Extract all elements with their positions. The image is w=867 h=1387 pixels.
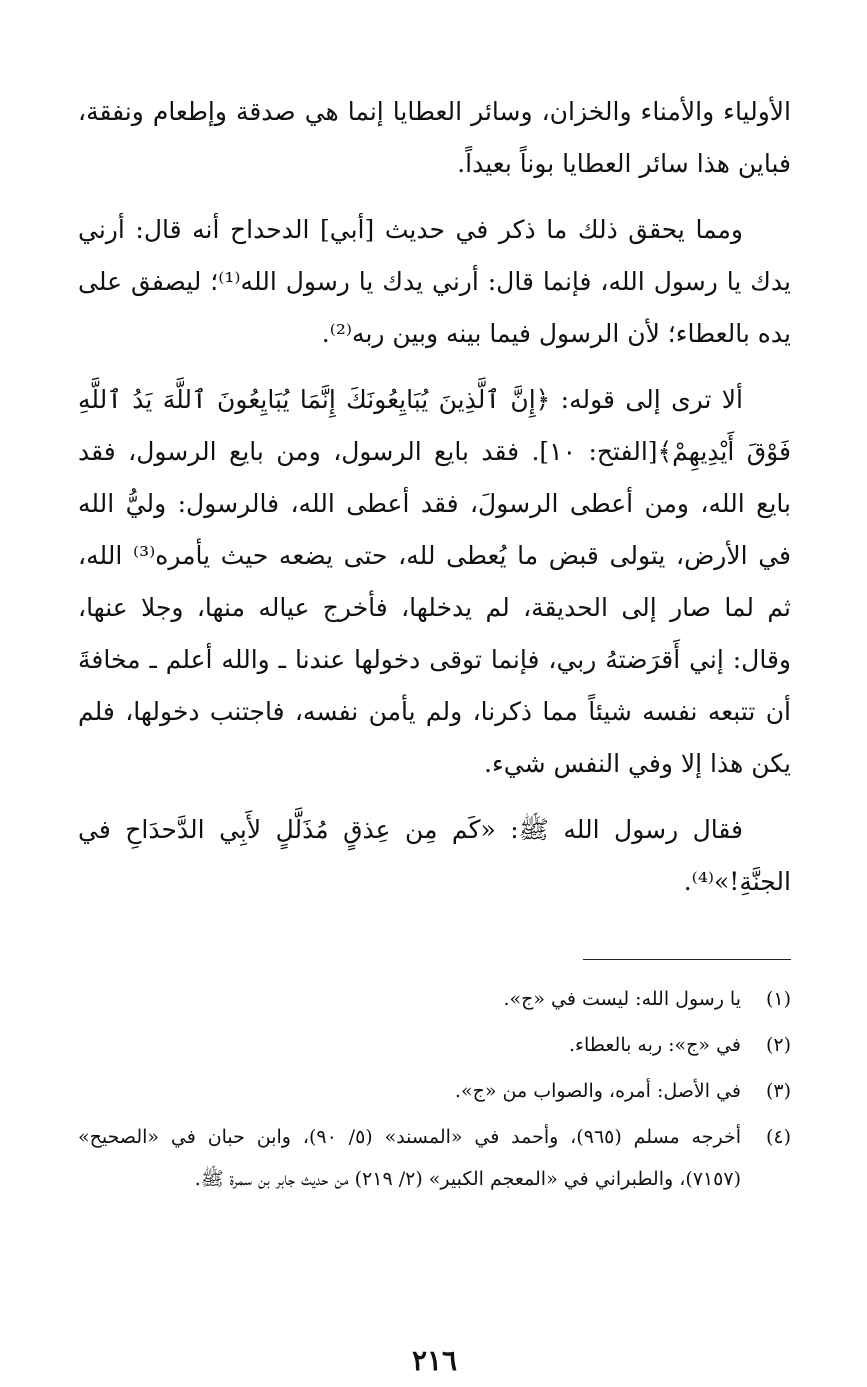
footnotes bbox=[78, 978, 791, 1204]
footnote-number: (١) bbox=[765, 988, 791, 1010]
paragraph-3: ألا ترى إلى قوله: ﴿إِنَّ ٱلَّذِينَ يُبَايِعُونَكَ إِنَّمَا يُبَايِعُونَ ٱللَّهَ يَدُ ٱللَّهِ فَوْقَ أَيْدِيهِمْ﴾[الفتح: ١٠]. فقد بايع الرسول، ومن بايع الرسول، فقد بايع الله، ومن أعطى الرسولَ، فقد أعطى الله، فالرسول: وليُّ الله في الأرض، يتولى قبض ما يُعطى لله، حتى يضعه حيث يأمره⁽³⁾ الله، ثم لما صار إلى الحديقة، لم يدخلها، فأخرج عياله منها، وجلا عنها، وقال: إني أَقرَضتهُ ربي، فإنما توقى دخولها عندنا ـ والله أعلم ـ مخافةَ أن تتبعه نفسه شيئاً مما ذكرنا، ولم يأمن نفسه، فاجتنب دخولها، فلم يكن هذا إلا وفي النفس شيء. bbox=[78, 385, 791, 778]
paragraph-2: ومما يحقق ذلك ما ذكر في حديث [أبي] الدحداح أنه قال: أرني يدك يا رسول الله، فإنما قال: أرني يدك يا رسول الله⁽¹⁾؛ ليصفق على يده بالعطاء؛ لأن الرسول فيما بينه وبين ربه⁽²⁾. bbox=[78, 215, 791, 348]
footnote-number: (٢) bbox=[765, 1034, 791, 1056]
footnote-text: يا رسول الله: ليست في «ج». bbox=[503, 988, 741, 1010]
footnote-divider bbox=[583, 959, 791, 960]
footnote-4 bbox=[78, 1116, 791, 1200]
footnote-text: في «ج»: ربه بالعطاء. bbox=[569, 1034, 741, 1056]
page-number: ٢١٦ bbox=[411, 1344, 458, 1377]
footnote-number: (٣) bbox=[765, 1080, 791, 1102]
footnote-text: في الأصل: أمره، والصواب من «ج». bbox=[454, 1080, 741, 1102]
paragraph-1: الأولياء والأمناء والخزان، وسائر العطايا إنما هي صدقة وإطعام ونفقة، فباين هذا سائر العطايا بوناً بعيداً. bbox=[78, 97, 791, 178]
footnote-1 bbox=[78, 978, 791, 1020]
page-content bbox=[78, 86, 791, 1387]
footnote-3 bbox=[78, 1070, 791, 1112]
footnote-2 bbox=[78, 1024, 791, 1066]
footnote-number: (٤) bbox=[765, 1126, 791, 1148]
paragraph-4: فقال رسول الله ﷺ: «كَم مِن عِذقٍ مُذَلَّلٍ لأَبِي الدَّحدَاحِ في الجنَّةِ!»⁽⁴⁾. bbox=[78, 815, 791, 896]
footnote-text: أخرجه مسلم (٩٦٥)، وأحمد في «المسند» (٥/ ٩٠)، وابن حبان في «الصحيح» (٧١٥٧)، والطبراني في «المعجم الكبير» (٢/ ٢١٩) من حديث جابر بن سمرة ﷺ. bbox=[78, 1126, 741, 1190]
